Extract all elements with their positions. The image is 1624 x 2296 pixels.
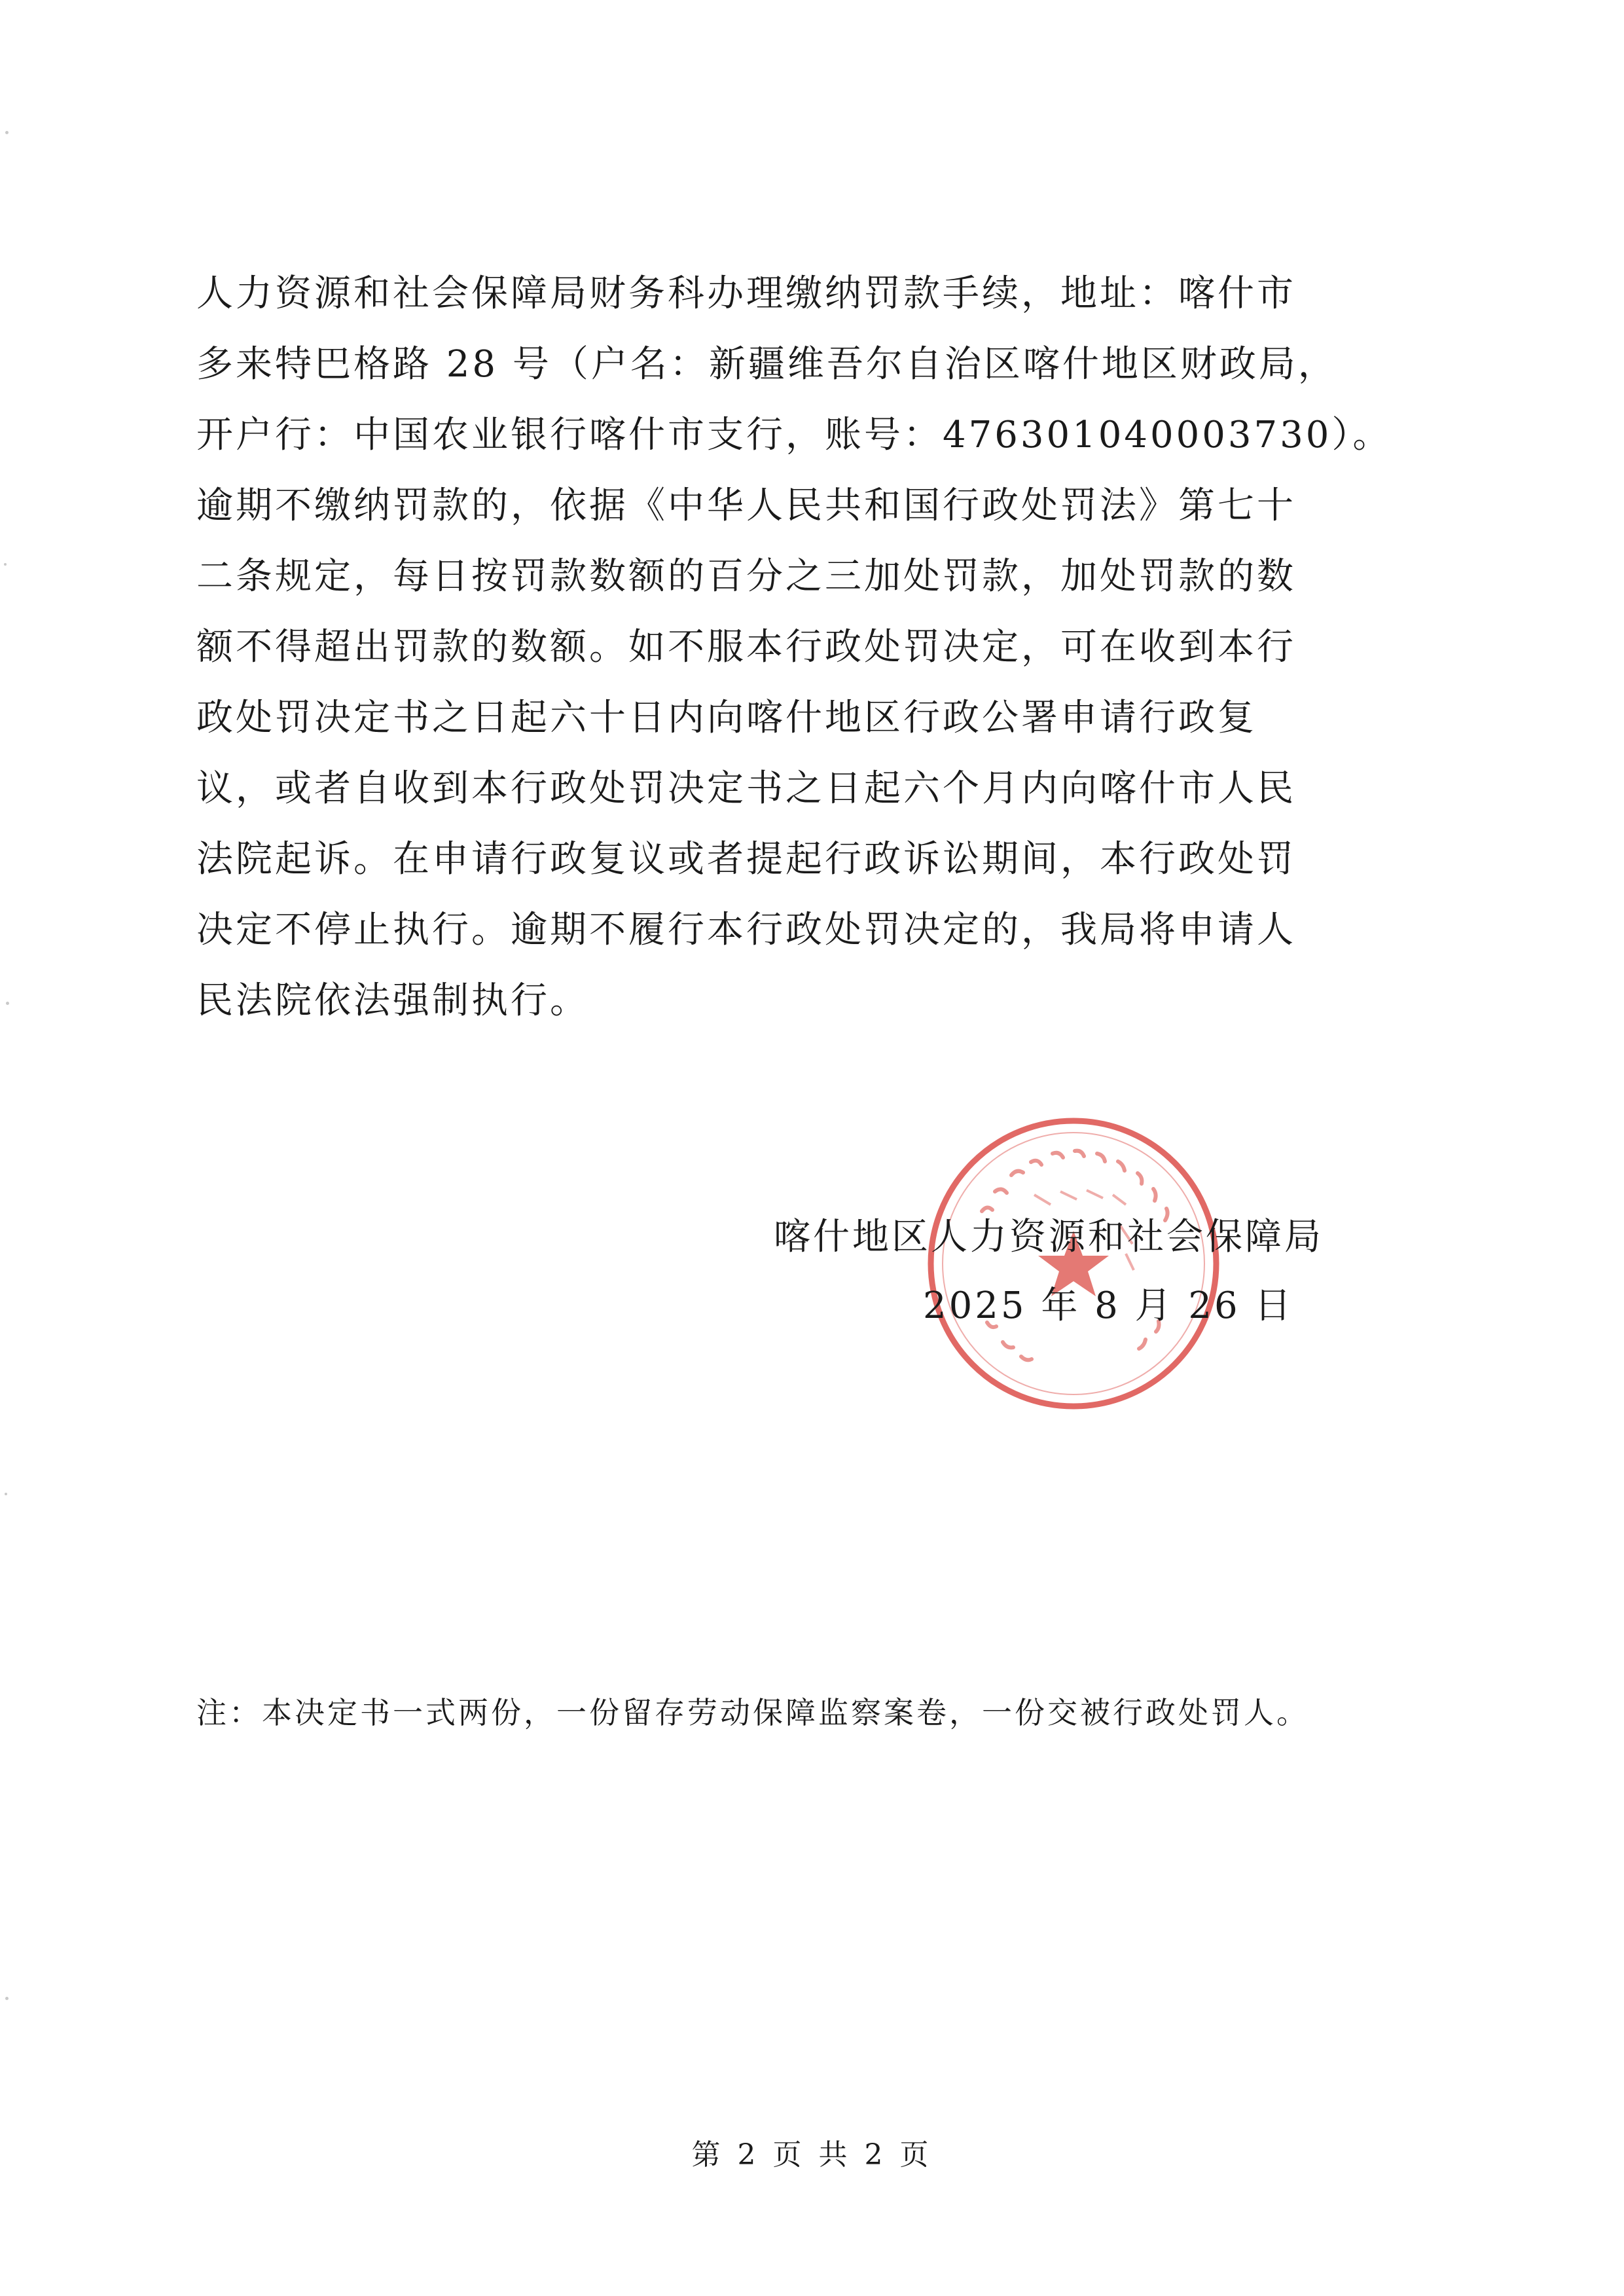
body-line: 决定不停止执行。逾期不履行本行政处罚决定的，我局将申请人 (196, 909, 1296, 951)
body-line: 议，或者自收到本行政处罚决定书之日起六个月内向喀什市人民 (196, 767, 1296, 810)
body-line: 人力资源和社会保障局财务科办理缴纳罚款手续，地址：喀什市 (196, 272, 1296, 315)
scan-speck (5, 1997, 9, 2000)
body-paragraph (196, 259, 1427, 1036)
official-seal-icon (923, 1113, 1224, 1414)
issuer-name: 喀什地区人力资源和社会保障局 (774, 1216, 1324, 1258)
scan-speck (4, 563, 7, 566)
body-line: 二条规定，每日按罚款数额的百分之三加处罚款，加处罚款的数 (196, 555, 1296, 598)
issue-date: 2025 年 8 月 26 日 (923, 1285, 1294, 1327)
body-line: 逾期不缴纳罚款的，依据《中华人民共和国行政处罚法》第七十 (196, 484, 1296, 527)
page-number: 第 2 页 共 2 页 (691, 2138, 933, 2172)
body-line: 民法院依法强制执行。 (196, 979, 589, 1022)
scan-speck (5, 131, 9, 134)
body-line: 多来特巴格路 28 号（户名：新疆维吾尔自治区喀什地区财政局， (196, 343, 1337, 386)
body-line: 额不得超出罚款的数额。如不服本行政处罚决定，可在收到本行 (196, 626, 1296, 668)
body-line: 法院起诉。在申请行政复议或者提起行政诉讼期间，本行政处罚 (196, 838, 1296, 881)
scan-speck (5, 1493, 7, 1495)
scan-speck (6, 1002, 9, 1005)
body-line: 开户行：中国农业银行喀什市支行，账号：476301040003730）。 (196, 414, 1392, 456)
body-line: 政处罚决定书之日起六十日内向喀什地区行政公署申请行政复 (196, 697, 1257, 739)
footnote: 注：本决定书一式两份，一份留存劳动保障监察案卷，一份交被行政处罚人。 (196, 1695, 1309, 1730)
